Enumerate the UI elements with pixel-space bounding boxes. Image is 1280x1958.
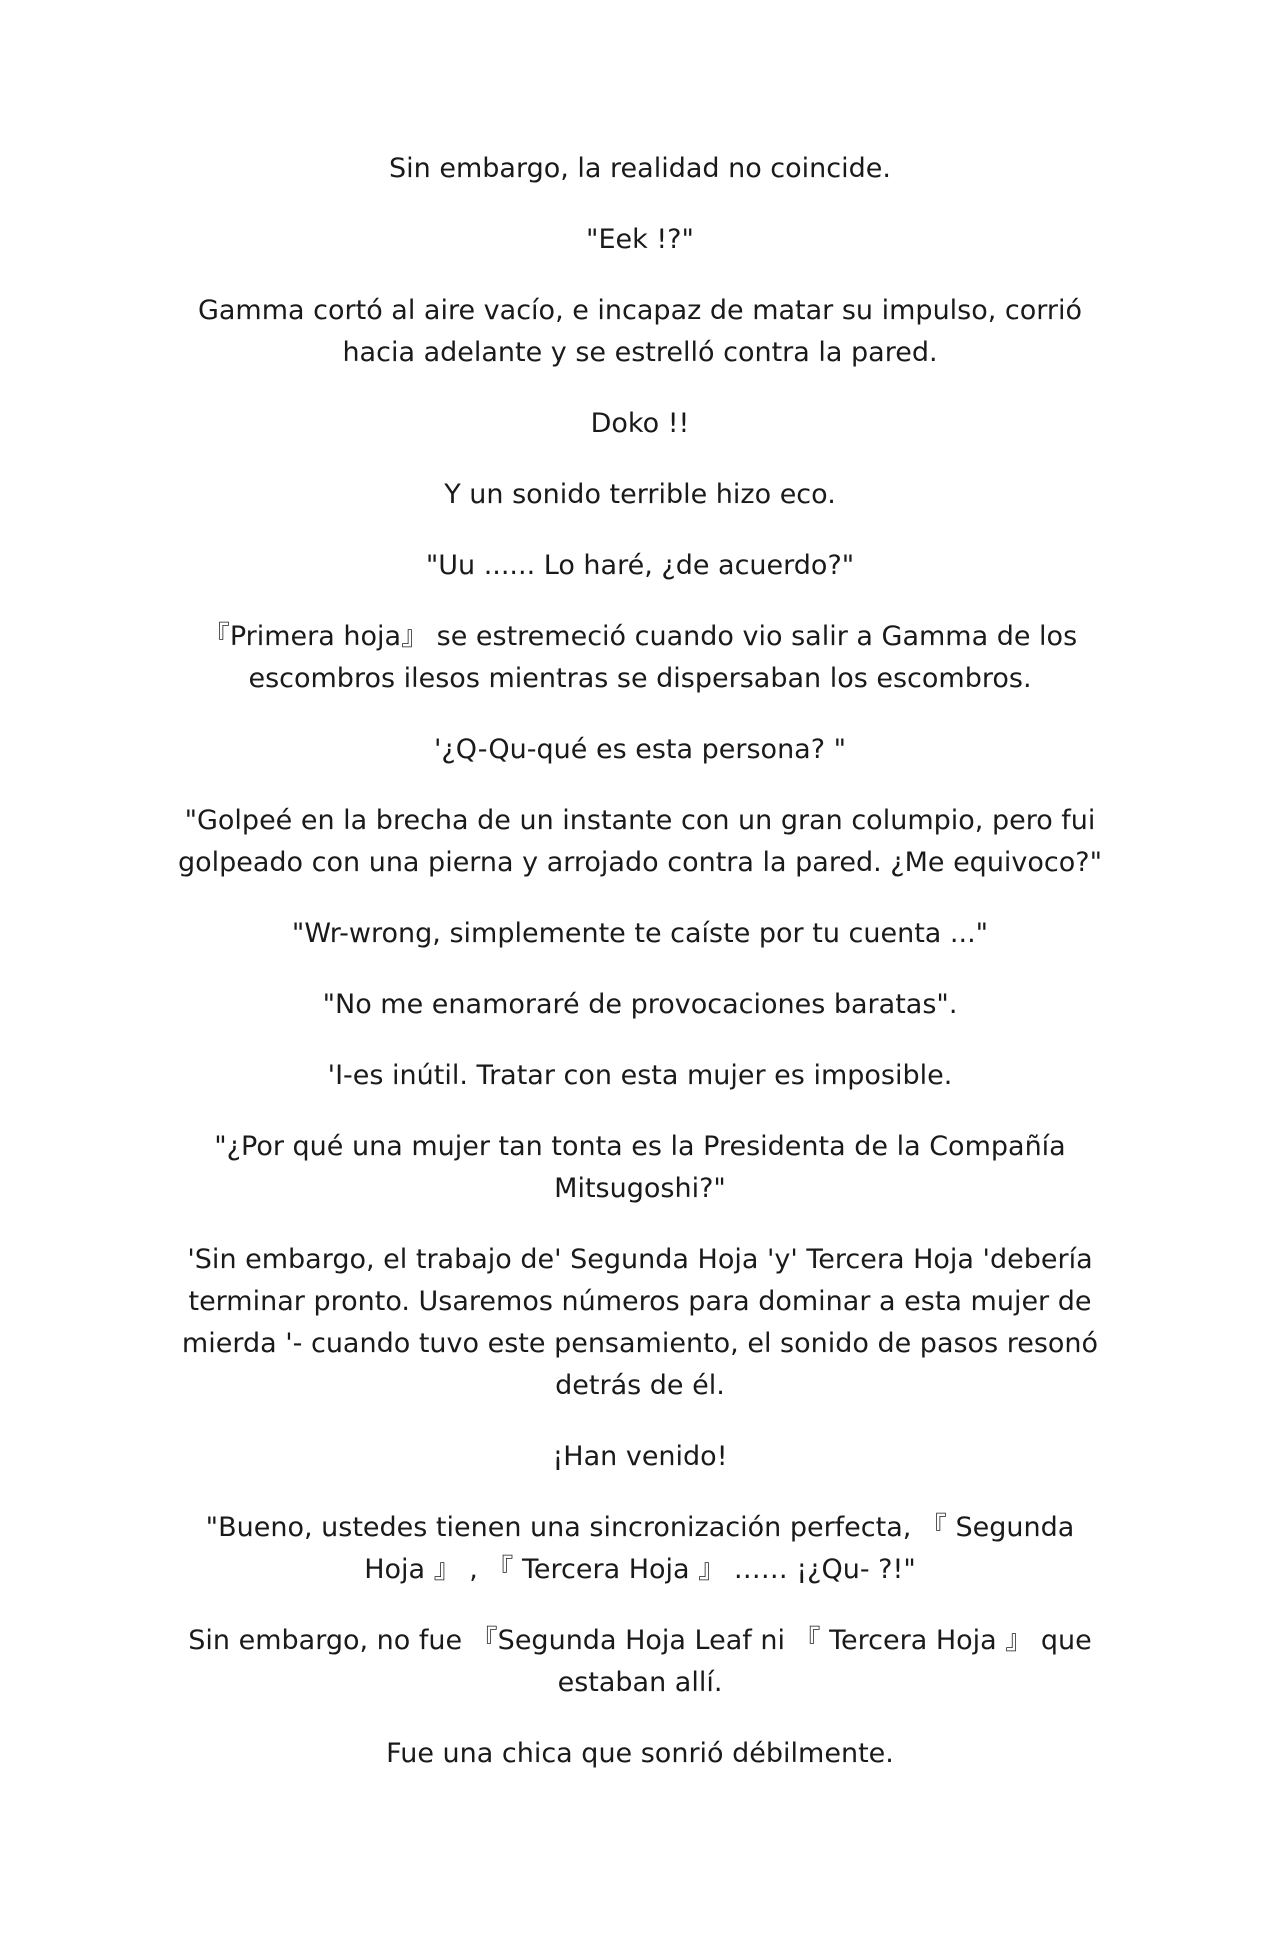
paragraph: "Bueno, ustedes tienen una sincronización perfecta, 『 Segunda Hoja 』 , 『 Tercera Hoja 』 …… ¡¿Qu- ?!" [205, 1512, 1075, 1585]
paragraph: 『Primera hoja』 se estremeció cuando vio salir a Gamma de los escombros ilesos mientras se dispersaban los escombros. [202, 621, 1078, 694]
paragraph: 'I-es inútil. Tratar con esta mujer es imposible. [327, 1060, 953, 1091]
paragraph: "Golpeé en la brecha de un instante con un gran columpio, pero fui golpeado con una pierna y arrojado contra la pared. ¿Me equivoco?" [177, 805, 1103, 878]
paragraph: Doko !! [590, 408, 690, 439]
document-body [175, 148, 1105, 1804]
paragraph: "Wr-wrong, simplemente te caíste por tu cuenta ..." [291, 918, 989, 949]
paragraph: "Eek !?" [586, 224, 694, 255]
paragraph: Sin embargo, la realidad no coincide. [389, 153, 891, 184]
paragraph: "Uu ...... Lo haré, ¿de acuerdo?" [425, 550, 855, 581]
paragraph: '¿Q-Qu-qué es esta persona? " [433, 734, 847, 765]
paragraph: ¡Han venido! [552, 1441, 728, 1472]
paragraph: Sin embargo, no fue 『Segunda Hoja Leaf ni 『 Tercera Hoja 』 que estaban allí. [188, 1625, 1092, 1698]
paragraph: "No me enamoraré de provocaciones baratas". [322, 989, 958, 1020]
paragraph: 'Sin embargo, el trabajo de' Segunda Hoja 'y' Tercera Hoja 'debería terminar pronto. Usaremos números para dominar a esta mujer de mierda '- cuando tuvo este pensamiento, el sonido de pasos resonó detrás de él. [181, 1244, 1099, 1401]
paragraph: Fue una chica que sonrió débilmente. [386, 1738, 894, 1769]
paragraph: Y un sonido terrible hizo eco. [444, 479, 836, 510]
paragraph: Gamma cortó al aire vacío, e incapaz de matar su impulso, corrió hacia adelante y se estrelló contra la pared. [197, 295, 1083, 368]
paragraph: "¿Por qué una mujer tan tonta es la Presidenta de la Compañía Mitsugoshi?" [214, 1131, 1066, 1204]
